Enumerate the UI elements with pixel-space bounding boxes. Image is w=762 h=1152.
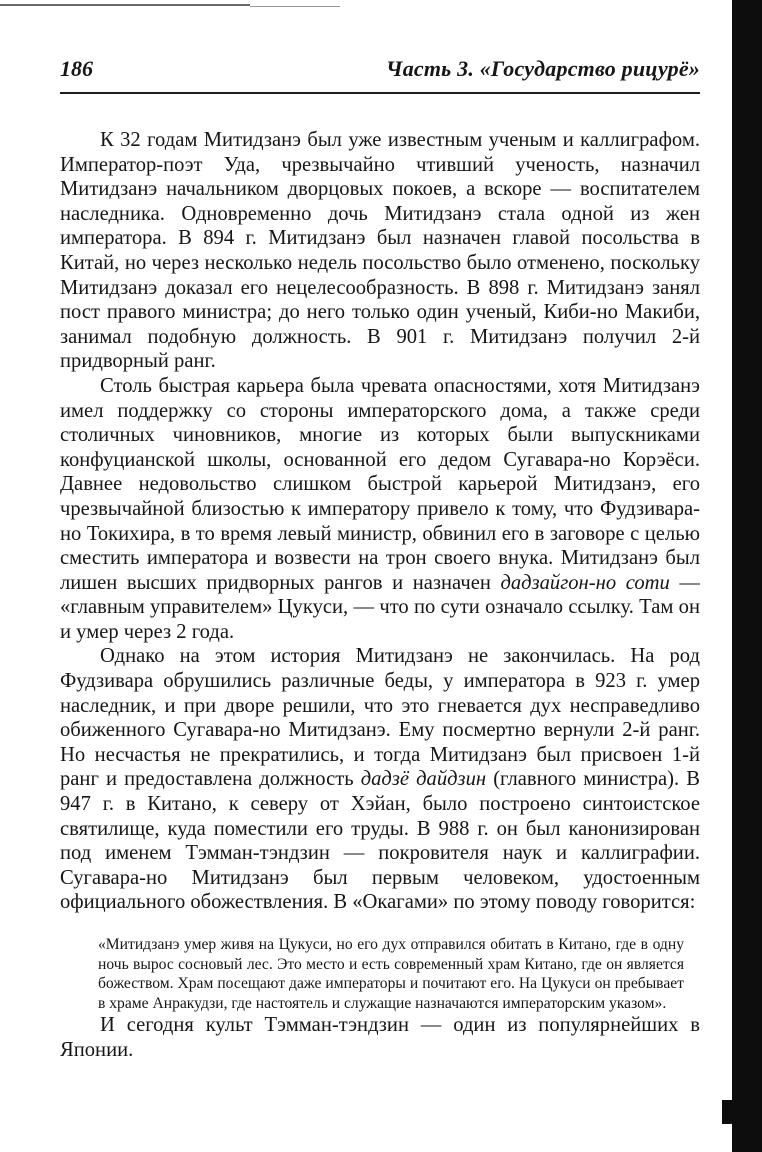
paragraph-3-term: дадзё дайдзин <box>360 768 487 791</box>
paragraph-2-text-after: — «главным управителем» Цукуси, — что по сути означало ссылку. Там он и умер через 2 года. <box>60 571 700 643</box>
paragraph-3-text-after: (главного министра). В 947 г. в Китано, к северу от Хэйан, было построено синтоистское святилище, куда поместили его труды. В 988 г. он был канонизирован под именем Тэмман-тэндзин — покровителя наук и каллиграфии. Сугавара-но Митидзанэ был первым человеком, удостоенным официального обожествления. В «Окагами» по этому поводу говорится: <box>60 768 701 914</box>
paragraph-1-text: К 32 годам Митидзанэ был уже известным ученым и каллиграфом. Император-поэт Уда, чрезвычайно чтивший ученость, назначил Митидзанэ начальником дворцовых покоев, а вскоре — воспитателем наследника. Одновременно дочь Митидзанэ стала одной из жен императора. В 894 г. Митидзанэ был назначен главой посольства в Китай, но через несколько недель посольство было отменено, поскольку Митидзанэ доказал его нецелесообразность. В 898 г. Митидзанэ занял пост правого министра; до него только один ученый, Киби-но Макиби, занимал подобную должность. В 901 г. Митидзанэ получил 2-й придворный ранг. <box>60 129 700 373</box>
paragraph-3 <box>60 644 700 915</box>
scan-edge-notch <box>722 1100 736 1124</box>
top-scan-rule-faint <box>250 6 340 7</box>
book-page <box>60 52 700 1063</box>
closing-paragraph: И сегодня культ Тэмман-тэндзин — один из популярнейших в Японии. <box>60 1014 700 1061</box>
paragraph-2-term: дадзайгон-но соти <box>500 571 670 594</box>
paragraph-2-text-before: Столь быстрая карьера была чревата опасностями, хотя Митидзанэ имел поддержку со стороны императорского дома, а также среди столичных чиновников, многие из которых были выпускниками конфуцианской школы, основанной его дедом Сугавара-но Корэёси. Давнее недовольство слишком быстрой карьерой Митидзанэ, его чрезвычайной близостью к императору привело к тому, что Фудзивара-но Токихира, в то время левый министр, обвинил его в заговоре с целью сместить императора и возвести на трон своего внука. Митидзанэ был лишен высших придворных рангов и назначен <box>60 374 700 594</box>
quotation-block: «Митидзанэ умер живя на Цукуси, но его дух отправился обитать в Китано, где в одну ночь вырос сосновый лес. Это место и есть современный храм Китано, где он является божеством. Храм посещают даже императоры и почитают его. На Цукуси он пребывает в храме Анракудзи, где настоятель и служащие назначаются императорским указом». <box>98 936 684 1012</box>
paragraph-1 <box>60 128 700 374</box>
paragraph-3-text-before: Однако на этом история Митидзанэ не закончилась. На род Фудзивара обрушились различные беды, у императора в 923 г. умер наследник, и при дворе решили, что это гневается дух несправедливо обиженного Сугавара-но Митидзанэ. Ему посмертно вернули 2-й ранг. Но несчастья не прекратились, и тогда Митидзанэ был присвоен 1-й ранг и предоставлена должность <box>60 645 700 791</box>
body-text <box>60 128 700 1063</box>
section-title: Часть 3. «Государство рицурё» <box>386 56 700 81</box>
page-number: 186 <box>60 56 93 81</box>
top-scan-rule <box>0 4 250 6</box>
running-head <box>60 52 700 94</box>
scan-edge-shadow <box>732 0 762 1152</box>
paragraph-2 <box>60 374 700 645</box>
